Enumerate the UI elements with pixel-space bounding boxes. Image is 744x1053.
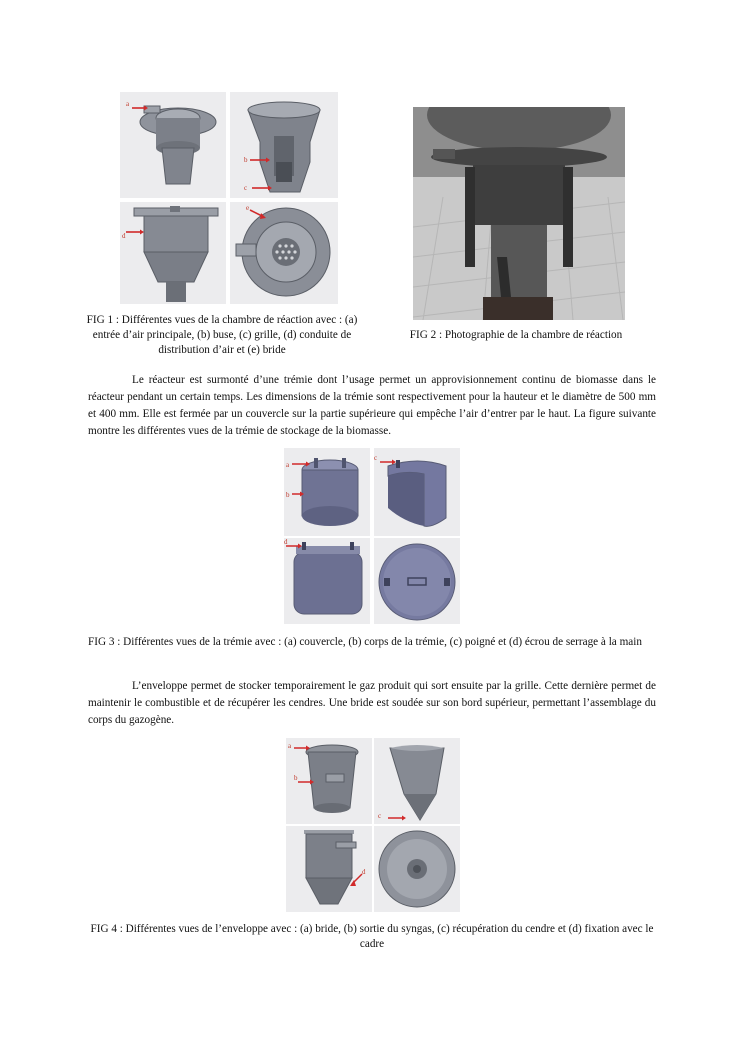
fig4-label-c: c — [378, 812, 382, 820]
fig1-label-e: e — [246, 204, 250, 212]
fig3-label-b: b — [286, 491, 290, 499]
fig4-label-b: b — [294, 774, 298, 782]
fig4-view-top-left — [286, 738, 372, 824]
fig1-label-d: d — [122, 232, 126, 240]
fig4-label-d: d — [362, 868, 366, 876]
fig3-label-d: d — [284, 538, 288, 546]
fig4-view-bottom-right — [374, 826, 460, 912]
paragraph-hopper-description: Le réacteur est surmonté d’une trémie dont l’usage permet un approvisionnement continu de biomasse dans le réacteur pendant un certain temps. Les dimensions de la trémie sont respectivement pour la hauteur et le diamètre de 500 mm et 400 mm. Elle est fermée par un couvercle sur la partie supérieure qui empêche l’air d’entrer par le haut. La figure suivante montre les différentes vues de la trémie de stockage de la biomasse. — [88, 374, 656, 437]
fig1-label-c: c — [244, 184, 248, 192]
fig4-caption: FIG 4 : Différentes vues de l’enveloppe avec : (a) bride, (b) sortie du syngas, (c) récupération du cendre et (d) fixation avec le cadre — [90, 923, 654, 950]
fig3-view-top-left — [284, 448, 370, 536]
fig1-caption: FIG 1 : Différentes vues de la chambre de réaction avec : (a) entrée d’air principale, (b) buse, (c) grille, (d) conduite de distribution d’air et (e) bride — [86, 314, 358, 356]
fig3-view-bottom-right — [374, 538, 460, 624]
paragraph-envelope-description: L’enveloppe permet de stocker temporairement le gaz produit qui sort ensuite par la grille. Cette dernière permet de maintenir le combustible et de récupérer les cendres. Une bride est soudée sur son bord supérieur, permettant l’assemblage du corps du gazogène. — [88, 680, 656, 726]
fig4-view-top-right — [374, 738, 460, 824]
fig1-view-top-left — [120, 92, 226, 198]
fig4-image — [286, 738, 460, 912]
fig4-label-a: a — [288, 742, 292, 750]
fig3-view-top-right — [374, 448, 460, 536]
fig2-photo — [413, 107, 625, 320]
fig3-view-bottom-left — [284, 538, 370, 624]
fig3-label-c: c — [374, 454, 378, 462]
fig1-view-bottom-left — [120, 202, 226, 304]
fig3-caption: FIG 3 : Différentes vues de la trémie avec : (a) couvercle, (b) corps de la trémie, (c) poigné et (d) écrou de serrage à la main — [88, 636, 642, 648]
fig3-image — [284, 448, 460, 624]
fig1-view-top-right — [230, 92, 338, 198]
fig2-caption: FIG 2 : Photographie de la chambre de réaction — [409, 329, 623, 341]
fig1-label-b: b — [244, 156, 248, 164]
fig4-view-bottom-left — [286, 826, 372, 912]
fig3-label-a: a — [286, 461, 290, 469]
fig1-image — [120, 92, 338, 304]
fig1-label-a: a — [126, 100, 130, 108]
fig1-view-bottom-right — [230, 202, 338, 304]
